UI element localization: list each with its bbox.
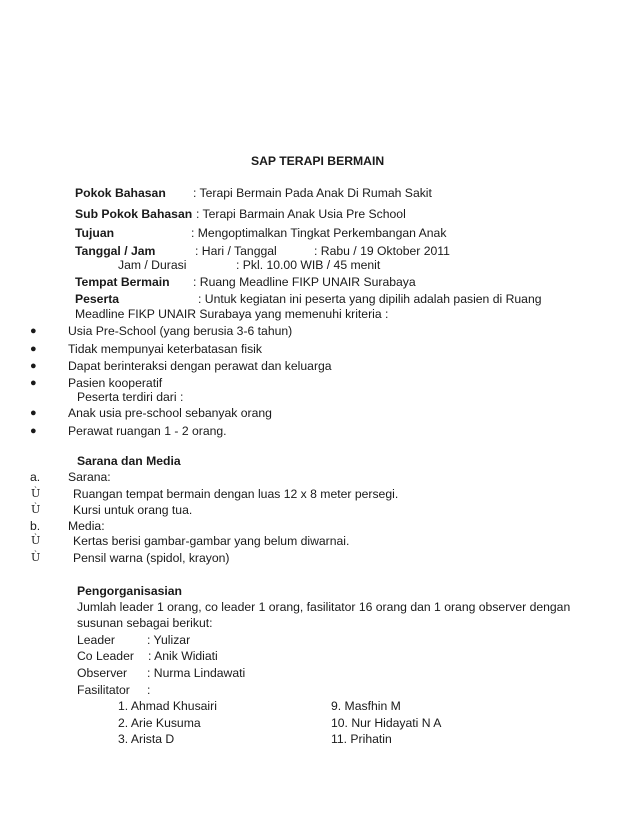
- media-item: Pensil warna (spidol, krayon): [73, 551, 230, 565]
- sub-pokok-bahasan-label: Sub Pokok Bahasan: [75, 207, 193, 221]
- pokok-bahasan-value: : Terapi Bermain Pada Anak Di Rumah Sakit: [193, 186, 432, 200]
- sarana-heading: Sarana dan Media: [77, 454, 181, 468]
- bullet-icon: ●: [30, 377, 37, 389]
- fasilitator-value: :: [147, 683, 151, 697]
- criteria-item: Dapat berinteraksi dengan perawat dan keluarga: [68, 359, 332, 373]
- tempat-value: : Ruang Meadline FIKP UNAIR Surabaya: [193, 275, 416, 289]
- org-heading: Pengorganisasian: [77, 584, 182, 598]
- arrow-bullet-icon: Ù: [31, 534, 41, 547]
- list-letter: a.: [30, 470, 41, 484]
- observer-value: : Nurma Lindawati: [147, 666, 246, 680]
- fasilitator-left-item: 2. Arie Kusuma: [118, 716, 201, 730]
- fasilitator-label: Fasilitator: [77, 683, 130, 697]
- tempat-label: Tempat Bermain: [75, 275, 170, 289]
- peserta-continuation: Meadline FIKP UNAIR Surabaya yang memenuhi kriteria :: [75, 307, 389, 321]
- org-text-cont: susunan sebagai berikut:: [77, 616, 213, 630]
- criteria-item: Usia Pre-School (yang berusia 3-6 tahun): [68, 324, 293, 338]
- org-text: Jumlah leader 1 orang, co leader 1 orang, fasilitator 16 orang dan 1 orang observer dengan: [77, 600, 571, 614]
- peserta-value: : Untuk kegiatan ini peserta yang dipilih adalah pasien di Ruang: [198, 292, 542, 306]
- participant-item: Anak usia pre-school sebanyak orang: [68, 406, 272, 420]
- criteria-item: Tidak mempunyai keterbatasan fisik: [68, 342, 262, 356]
- observer-label: Observer: [77, 666, 128, 680]
- bullet-icon: ●: [30, 360, 37, 372]
- media-item: Kertas berisi gambar-gambar yang belum diwarnai.: [73, 534, 350, 548]
- list-letter: b.: [30, 519, 41, 533]
- arrow-bullet-icon: Ù: [31, 487, 41, 500]
- sarana-item: Ruangan tempat bermain dengan luas 12 x 8 meter persegi.: [73, 487, 399, 501]
- jam-value: : Pkl. 10.00 WIB / 45 menit: [236, 258, 381, 272]
- coleader-value: : Anik Widiati: [148, 649, 218, 663]
- sub-pokok-bahasan-value: : Terapi Barmain Anak Usia Pre School: [196, 207, 406, 221]
- media-label: Media:: [68, 519, 105, 533]
- coleader-label: Co Leader: [77, 649, 134, 663]
- peserta-label: Peserta: [75, 292, 120, 306]
- participant-item: Perawat ruangan 1 - 2 orang.: [68, 424, 227, 438]
- sarana-item: Kursi untuk orang tua.: [73, 503, 193, 517]
- bullet-icon: ●: [30, 425, 37, 437]
- bullet-icon: ●: [30, 343, 37, 355]
- fasilitator-left-item: 3. Arista D: [118, 732, 175, 746]
- tanggal-label: Tanggal / Jam: [75, 244, 156, 258]
- arrow-bullet-icon: Ù: [31, 551, 41, 564]
- bullet-icon: ●: [30, 407, 37, 419]
- document-title: SAP TERAPI BERMAIN: [251, 154, 385, 168]
- criteria-item: Pasien kooperatif: [68, 376, 163, 390]
- tanggal-value: : Rabu / 19 Oktober 2011: [314, 244, 450, 258]
- fasilitator-right-item: 11. Prihatin: [331, 732, 392, 746]
- fasilitator-right-item: 10. Nur Hidayati N A: [331, 716, 442, 730]
- peserta-terdiri: Peserta terdiri dari :: [77, 390, 184, 404]
- leader-value: : Yulizar: [147, 633, 191, 647]
- tujuan-value: : Mengoptimalkan Tingkat Perkembangan Anak: [191, 226, 447, 240]
- tanggal-mid: : Hari / Tanggal: [195, 244, 277, 258]
- sarana-label: Sarana:: [68, 470, 111, 484]
- jam-label: Jam / Durasi: [118, 258, 187, 272]
- pokok-bahasan-label: Pokok Bahasan: [75, 186, 166, 200]
- leader-label: Leader: [77, 633, 115, 647]
- arrow-bullet-icon: Ù: [31, 503, 41, 516]
- bullet-icon: ●: [30, 325, 37, 337]
- tujuan-label: Tujuan: [75, 226, 115, 240]
- fasilitator-left-item: 1. Ahmad Khusairi: [118, 699, 217, 713]
- fasilitator-right-item: 9. Masfhin M: [331, 699, 401, 713]
